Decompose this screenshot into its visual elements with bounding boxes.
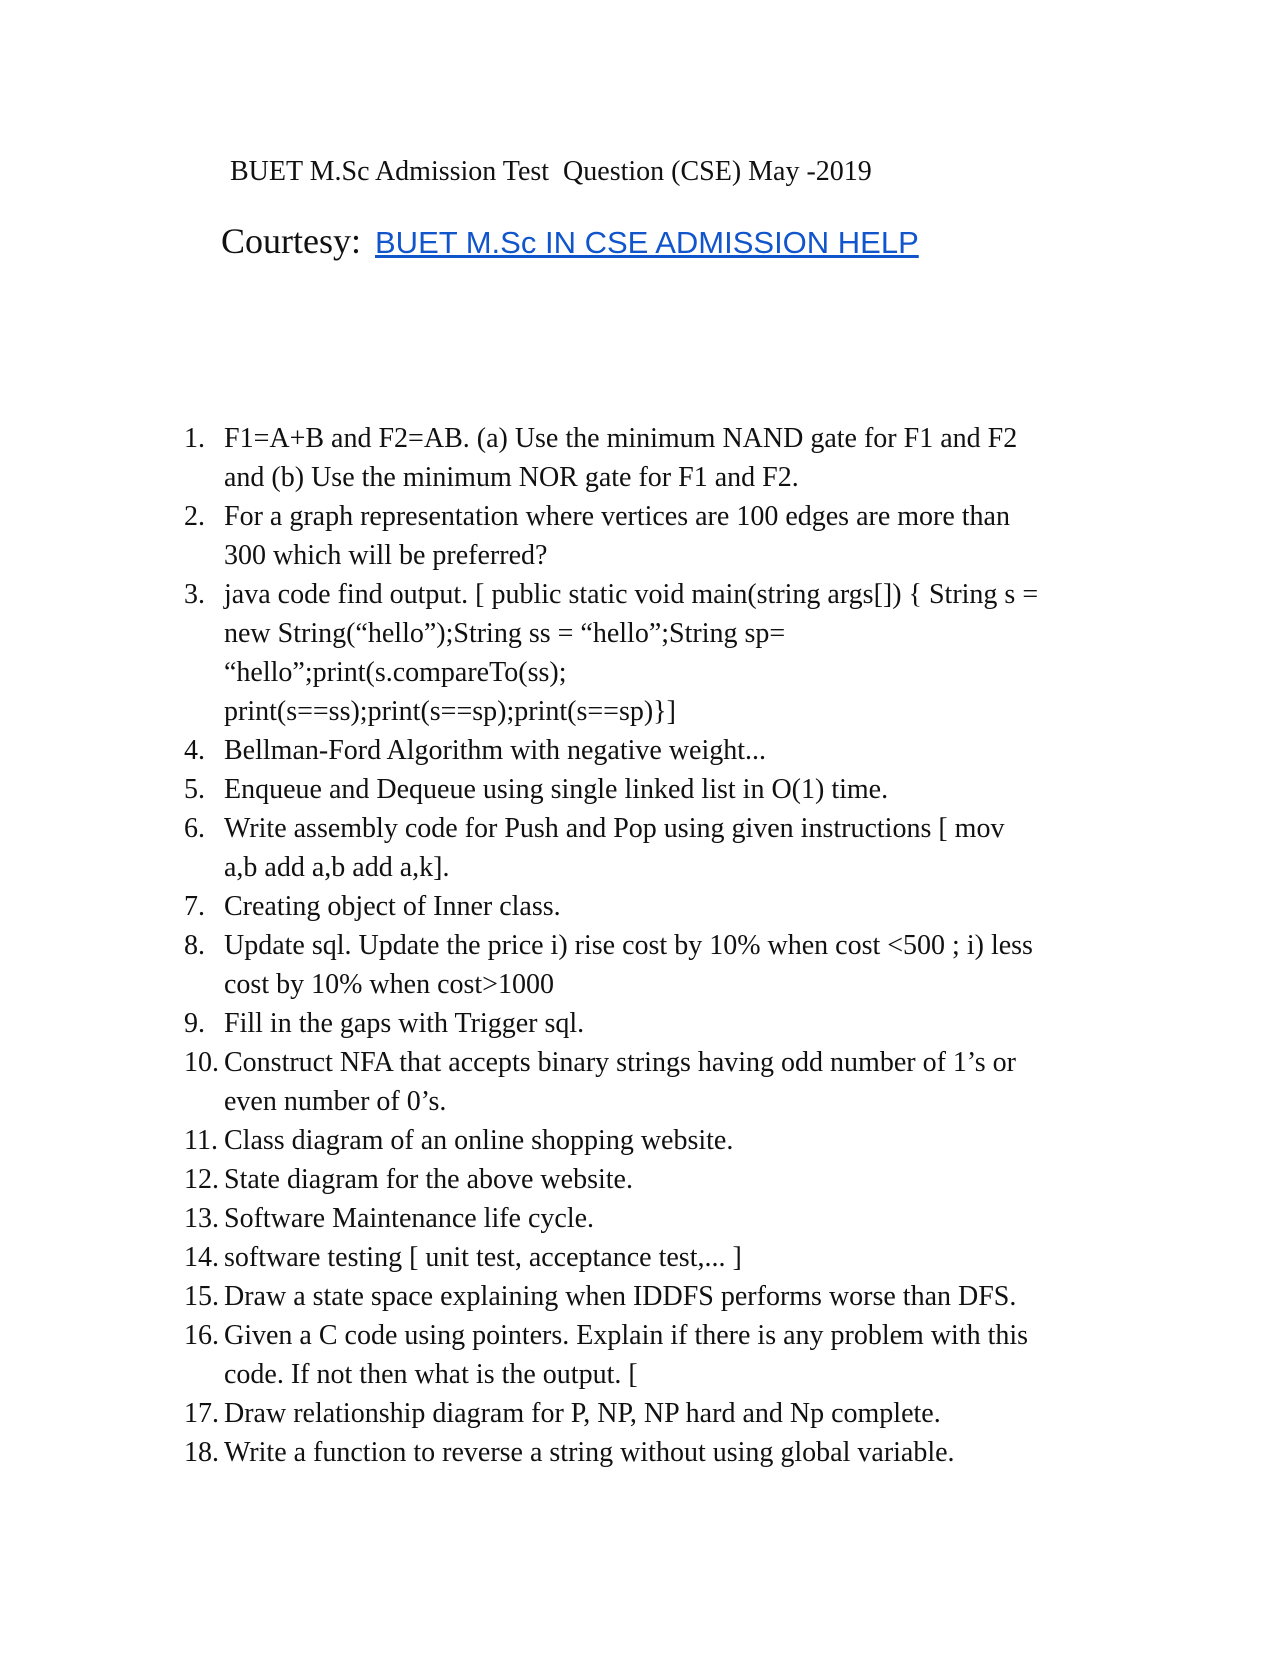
question-item [184, 809, 1144, 887]
question-item [184, 1316, 1144, 1394]
question-number: 16. [184, 1320, 219, 1351]
question-number: 9. [184, 1008, 205, 1039]
question-text-line: print(s==ss);print(s==sp);print(s==sp)}] [224, 696, 676, 727]
question-number: 6. [184, 813, 205, 844]
question-text-line: code. If not then what is the output. [ [224, 1359, 638, 1390]
question-number: 8. [184, 930, 205, 961]
question-number: 1. [184, 423, 205, 454]
question-text-line: Construct NFA that accepts binary strings having odd number of 1’s or [224, 1047, 1016, 1078]
question-text-line: Write a function to reverse a string without using global variable. [224, 1437, 955, 1468]
question-text-line: For a graph representation where vertices are 100 edges are more than [224, 501, 1010, 532]
question-text-line: Write assembly code for Push and Pop using given instructions [ mov [224, 813, 1005, 844]
question-item [184, 731, 1144, 770]
question-text-line: “hello”;print(s.compareTo(ss); [224, 657, 567, 688]
question-number: 15. [184, 1281, 219, 1312]
question-number: 5. [184, 774, 205, 805]
question-item [184, 926, 1144, 1004]
question-item [184, 1277, 1144, 1316]
question-item [184, 1043, 1144, 1121]
question-item [184, 1160, 1144, 1199]
question-text-line: software testing [ unit test, acceptance test,... ] [224, 1242, 742, 1273]
question-item [184, 1004, 1144, 1043]
question-text-line: Enqueue and Dequeue using single linked list in O(1) time. [224, 774, 889, 805]
question-item [184, 1199, 1144, 1238]
question-text-line: Update sql. Update the price i) rise cost by 10% when cost <500 ; i) less [224, 930, 1033, 961]
question-text-line: 300 which will be preferred? [224, 540, 548, 571]
question-item [184, 1121, 1144, 1160]
question-list [184, 419, 1144, 1472]
question-number: 18. [184, 1437, 219, 1468]
question-item [184, 575, 1144, 731]
question-text-line: State diagram for the above website. [224, 1164, 633, 1195]
question-text-line: and (b) Use the minimum NOR gate for F1 and F2. [224, 462, 799, 493]
question-text-line: even number of 0’s. [224, 1086, 447, 1117]
question-number: 13. [184, 1203, 219, 1234]
question-item [184, 1433, 1144, 1472]
question-item [184, 1394, 1144, 1433]
question-number: 7. [184, 891, 205, 922]
question-text-line: Draw relationship diagram for P, NP, NP hard and Np complete. [224, 1398, 941, 1429]
document-title: BUET M.Sc Admission Test Question (CSE) May -2019 [230, 156, 872, 187]
question-text-line: cost by 10% when cost>1000 [224, 969, 554, 1000]
question-number: 11. [184, 1125, 218, 1156]
question-text-line: Software Maintenance life cycle. [224, 1203, 595, 1234]
question-item [184, 770, 1144, 809]
question-text-line: F1=A+B and F2=AB. (a) Use the minimum NAND gate for F1 and F2 [224, 423, 1018, 454]
question-text-line: Draw a state space explaining when IDDFS performs worse than DFS. [224, 1281, 1017, 1312]
question-item [184, 497, 1144, 575]
question-item [184, 419, 1144, 497]
question-text-line: Fill in the gaps with Trigger sql. [224, 1008, 585, 1039]
question-number: 14. [184, 1242, 219, 1273]
question-text-line: java code find output. [ public static void main(string args[]) { String s = [224, 579, 1039, 610]
question-text-line: Class diagram of an online shopping website. [224, 1125, 734, 1156]
question-item [184, 1238, 1144, 1277]
question-text-line: new String(“hello”);String ss = “hello”;String sp= [224, 618, 786, 649]
courtesy-label: Courtesy: [221, 221, 361, 261]
question-text-line: Given a C code using pointers. Explain if there is any problem with this [224, 1320, 1029, 1351]
question-number: 3. [184, 579, 205, 610]
courtesy-line [221, 220, 919, 262]
question-number: 2. [184, 501, 205, 532]
question-text-line: Bellman-Ford Algorithm with negative weight... [224, 735, 767, 766]
question-text-line: Creating object of Inner class. [224, 891, 561, 922]
question-item [184, 887, 1144, 926]
question-number: 10. [184, 1047, 219, 1078]
question-text-line: a,b add a,b add a,k]. [224, 852, 450, 883]
courtesy-link[interactable]: BUET M.Sc IN CSE ADMISSION HELP [375, 225, 919, 260]
question-number: 17. [184, 1398, 219, 1429]
question-number: 4. [184, 735, 205, 766]
question-number: 12. [184, 1164, 219, 1195]
